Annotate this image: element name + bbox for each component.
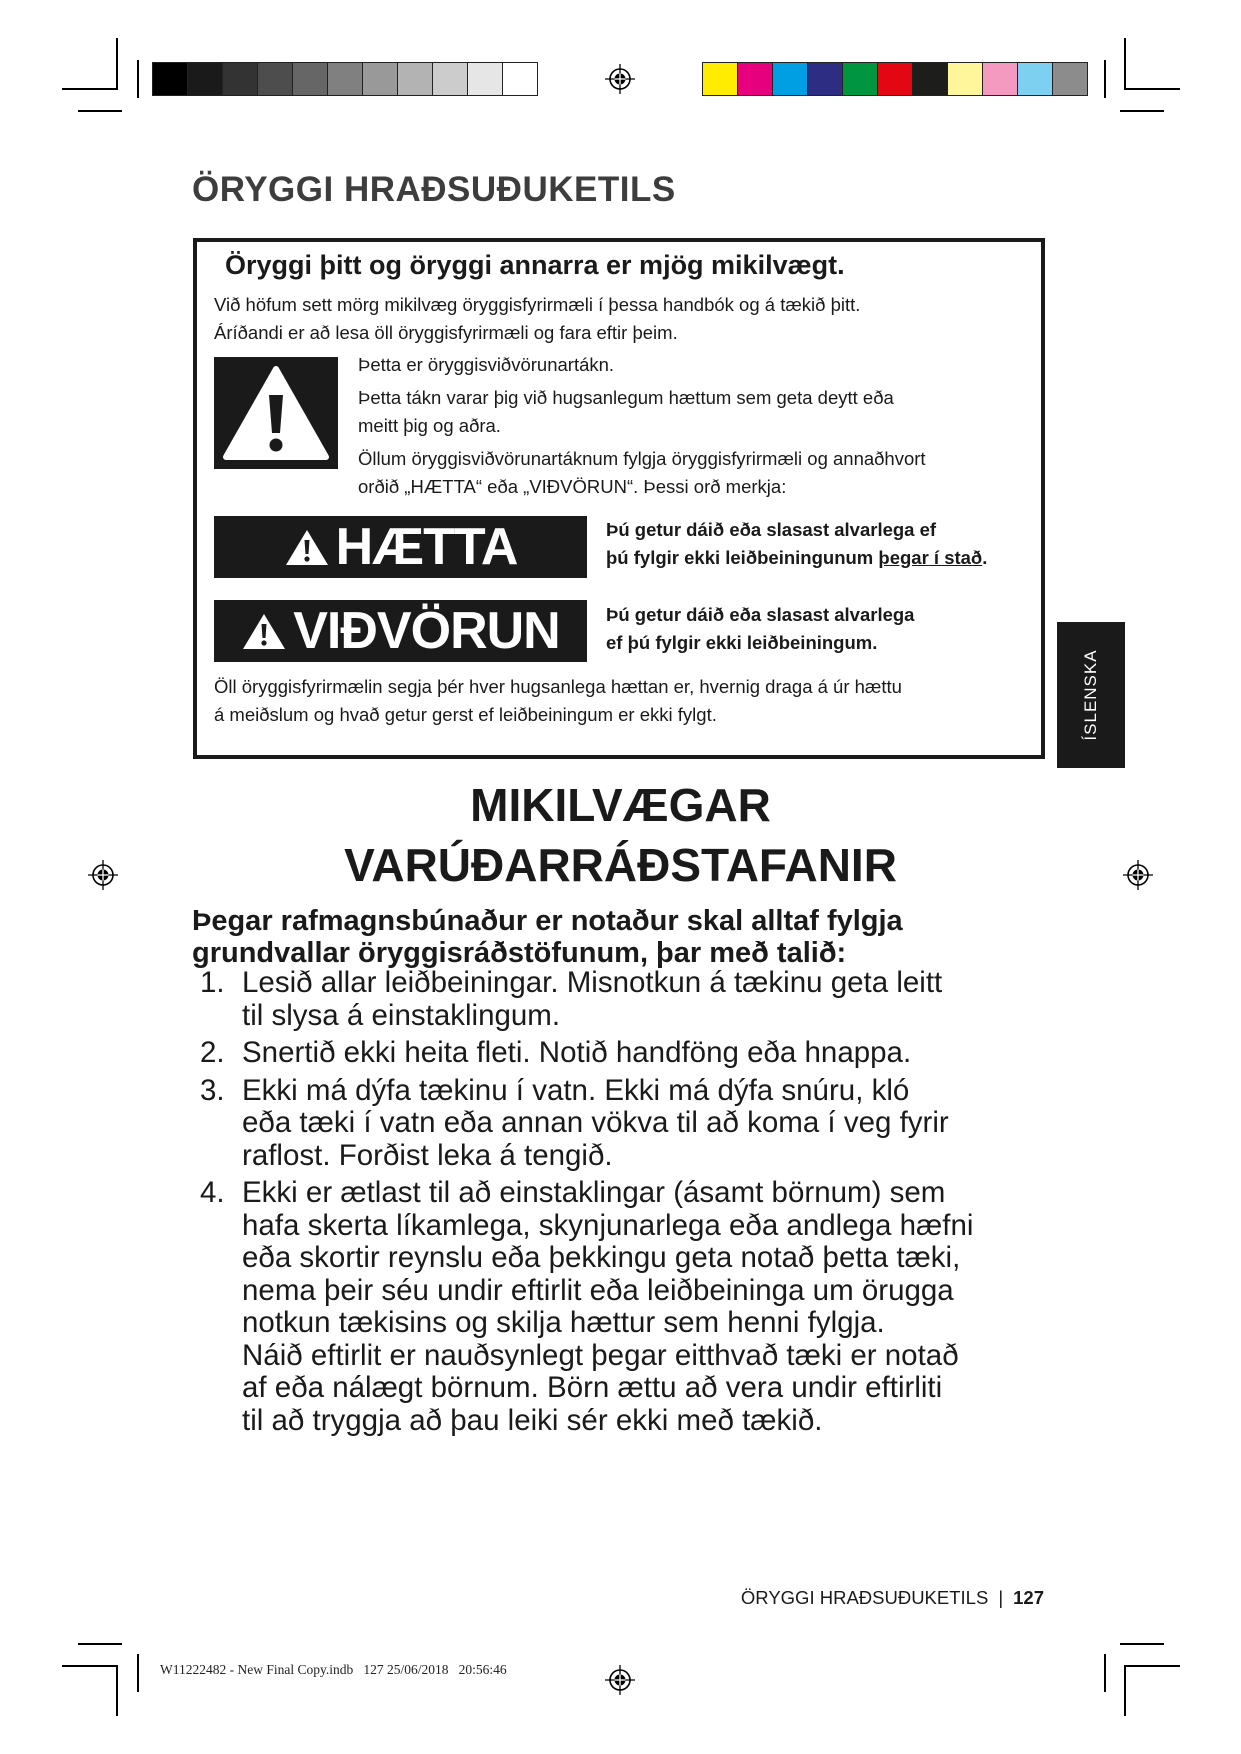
- precautions-list: [200, 967, 1080, 1442]
- warning-banner: [214, 600, 587, 662]
- crop-mark: [62, 1665, 118, 1667]
- gray-calibration-bar: [152, 62, 538, 96]
- precautions-intro: [192, 905, 1072, 969]
- color-swatch: [843, 63, 878, 95]
- gray-swatch: [363, 63, 398, 95]
- list-item: [200, 1037, 1080, 1070]
- crop-mark: [116, 1666, 118, 1716]
- list-item-line: raflost. Forðist leka á tengið.: [242, 1138, 613, 1172]
- list-item-number: 1.: [200, 966, 225, 999]
- symbol-follow-line: orðið „HÆTTA“ eða „VIÐVÖRUN“. Þessi orð merkja:: [358, 476, 787, 497]
- crop-mark: [116, 38, 118, 88]
- color-calibration-bar: [702, 62, 1088, 96]
- footer-section: ÖRYGGI HRAÐSUÐUKETILS: [740, 1587, 989, 1608]
- list-item-line: Lesið allar leiðbeiningar. Misnotkun á tækinu geta leitt: [242, 966, 943, 999]
- symbol-desc-line: Þetta tákn varar þig við hugsanlegum hættum sem geta deytt eða: [358, 387, 894, 408]
- danger-text-part: þú fylgir ekki leiðbeiningunum: [606, 547, 874, 568]
- safety-box-heading: Öryggi þitt og öryggi annarra er mjög mikilvægt.: [225, 250, 845, 280]
- list-item-line: Snertið ekki heita fleti. Notið handföng eða hnappa.: [242, 1036, 912, 1069]
- list-item-number: 4.: [200, 1176, 225, 1209]
- safety-intro-line: Áríðandi er að lesa öll öryggisfyrirmæli og fara eftir þeim.: [214, 322, 678, 343]
- page-number: 127: [1013, 1587, 1044, 1608]
- language-tab-label: ÍSLENSKA: [1081, 649, 1100, 741]
- crop-mark: [62, 88, 118, 90]
- list-item-line: hafa skerta líkamlega, skynjunarlega eða andlega hæfni: [242, 1208, 974, 1242]
- crop-mark: [1104, 60, 1106, 98]
- crop-mark: [1124, 1665, 1180, 1667]
- gray-swatch: [293, 63, 328, 95]
- main-title-line: MIKILVÆGAR: [470, 779, 771, 831]
- crop-mark: [137, 1654, 139, 1692]
- warning-triangle-icon: [214, 357, 338, 469]
- symbol-line: Þetta er öryggisviðvörunartákn.: [358, 354, 615, 375]
- crop-mark: [78, 110, 122, 112]
- language-tab: [1057, 622, 1125, 768]
- color-swatch: [1018, 63, 1053, 95]
- gray-swatch: [223, 63, 258, 95]
- list-item-line: Náið eftirlit er nauðsynlegt þegar eitthvað tæki er notað: [242, 1338, 959, 1372]
- crop-mark: [78, 1643, 122, 1645]
- list-item-line: Ekki má dýfa tækinu í vatn. Ekki má dýfa snúru, kló: [242, 1073, 910, 1107]
- danger-text-emphasis: þegar í stað: [878, 547, 983, 568]
- gray-swatch: [258, 63, 293, 95]
- list-item-line: til að tryggja að þau leiki sér ekki með tækið.: [242, 1403, 823, 1437]
- safety-alert-symbol: [214, 357, 338, 469]
- gray-swatch: [503, 63, 537, 95]
- safety-intro-line: Við höfum sett mörg mikilvæg öryggisfyrirmæli í þessa handbók og á tækið þitt.: [214, 294, 861, 315]
- list-item-line: af eða nálægt börnum. Börn ættu að vera undir eftirliti: [242, 1371, 943, 1404]
- registration-mark-icon: [605, 1665, 635, 1695]
- page-footer: [741, 1587, 1044, 1609]
- list-item-line: nema þeir séu undir eftirlit eða leiðbeininga um örugga: [242, 1273, 954, 1307]
- gray-swatch: [468, 63, 503, 95]
- print-slug: W11222482 - New Final Copy.indb 127 25/06/2018 20:56:46: [160, 1662, 507, 1677]
- crop-mark: [137, 60, 139, 98]
- color-swatch: [983, 63, 1018, 95]
- list-item-number: 2.: [200, 1036, 225, 1069]
- symbol-follow-line: Öllum öryggisviðvörunartáknum fylgja öryggisfyrirmæli og annaðhvort: [358, 448, 926, 469]
- color-swatch: [773, 63, 808, 95]
- intro-line: Þegar rafmagnsbúnaður er notaður skal alltaf fylgja: [192, 905, 903, 937]
- gray-swatch: [433, 63, 468, 95]
- warning-text-line: ef þú fylgir ekki leiðbeiningum.: [606, 632, 878, 653]
- registration-mark-icon: [605, 64, 635, 94]
- color-swatch: [878, 63, 913, 95]
- list-item-line: eða skortir reynslu eða þekkingu geta notað þetta tæki,: [242, 1241, 961, 1274]
- list-item: [200, 967, 1080, 1032]
- danger-label: HÆTTA: [335, 518, 518, 576]
- list-item: [200, 1075, 1080, 1173]
- warning-triangle-icon: [241, 611, 287, 651]
- gray-swatch: [188, 63, 223, 95]
- list-item-line: til slysa á einstaklingum.: [242, 998, 561, 1032]
- danger-banner: [214, 516, 587, 578]
- list-item-line: eða tæki í vatn eða annan vökva til að koma í veg fyrir: [242, 1106, 949, 1139]
- color-swatch: [913, 63, 948, 95]
- color-swatch: [738, 63, 773, 95]
- crop-mark: [1120, 1643, 1164, 1645]
- list-item-line: notkun tækisins og skilja hættur sem henni fylgja.: [242, 1306, 885, 1339]
- color-swatch: [703, 63, 738, 95]
- gray-swatch: [398, 63, 433, 95]
- danger-text-line: [606, 544, 987, 572]
- warning-triangle-icon: [284, 527, 330, 567]
- warning-text-line: Þú getur dáið eða slasast alvarlega: [606, 604, 915, 625]
- danger-text-end: .: [982, 547, 988, 568]
- main-title-line: VARÚÐARRÁÐSTAFANIR: [344, 839, 897, 891]
- list-item-number: 3.: [200, 1073, 225, 1107]
- color-swatch: [948, 63, 983, 95]
- gray-swatch: [328, 63, 363, 95]
- warning-label: VIÐVÖRUN: [293, 602, 560, 660]
- symbol-desc-line: meitt þig og aðra.: [358, 415, 501, 436]
- color-swatch: [808, 63, 843, 95]
- closing-line: á meiðslum og hvað getur gerst ef leiðbeiningum er ekki fylgt.: [214, 704, 717, 725]
- danger-text-line: Þú getur dáið eða slasast alvarlega ef: [606, 519, 937, 540]
- color-swatch: [1053, 63, 1087, 95]
- footer-separator: |: [998, 1587, 1004, 1608]
- crop-mark: [1124, 88, 1180, 90]
- gray-swatch: [153, 63, 188, 95]
- crop-mark: [1124, 1666, 1126, 1716]
- intro-line: grundvallar öryggisráðstöfunum, þar með talið:: [192, 937, 847, 969]
- list-item-line: Ekki er ætlast til að einstaklingar (ásamt börnum) sem: [242, 1176, 946, 1209]
- section-title: ÖRYGGI HRAÐSUÐUKETILS: [192, 170, 676, 209]
- crop-mark: [1104, 1654, 1106, 1692]
- closing-line: Öll öryggisfyrirmælin segja þér hver hugsanlega hættan er, hvernig draga á úr hættu: [214, 676, 902, 697]
- list-item: [200, 1177, 1080, 1437]
- crop-mark: [1120, 110, 1164, 112]
- crop-mark: [1124, 38, 1126, 88]
